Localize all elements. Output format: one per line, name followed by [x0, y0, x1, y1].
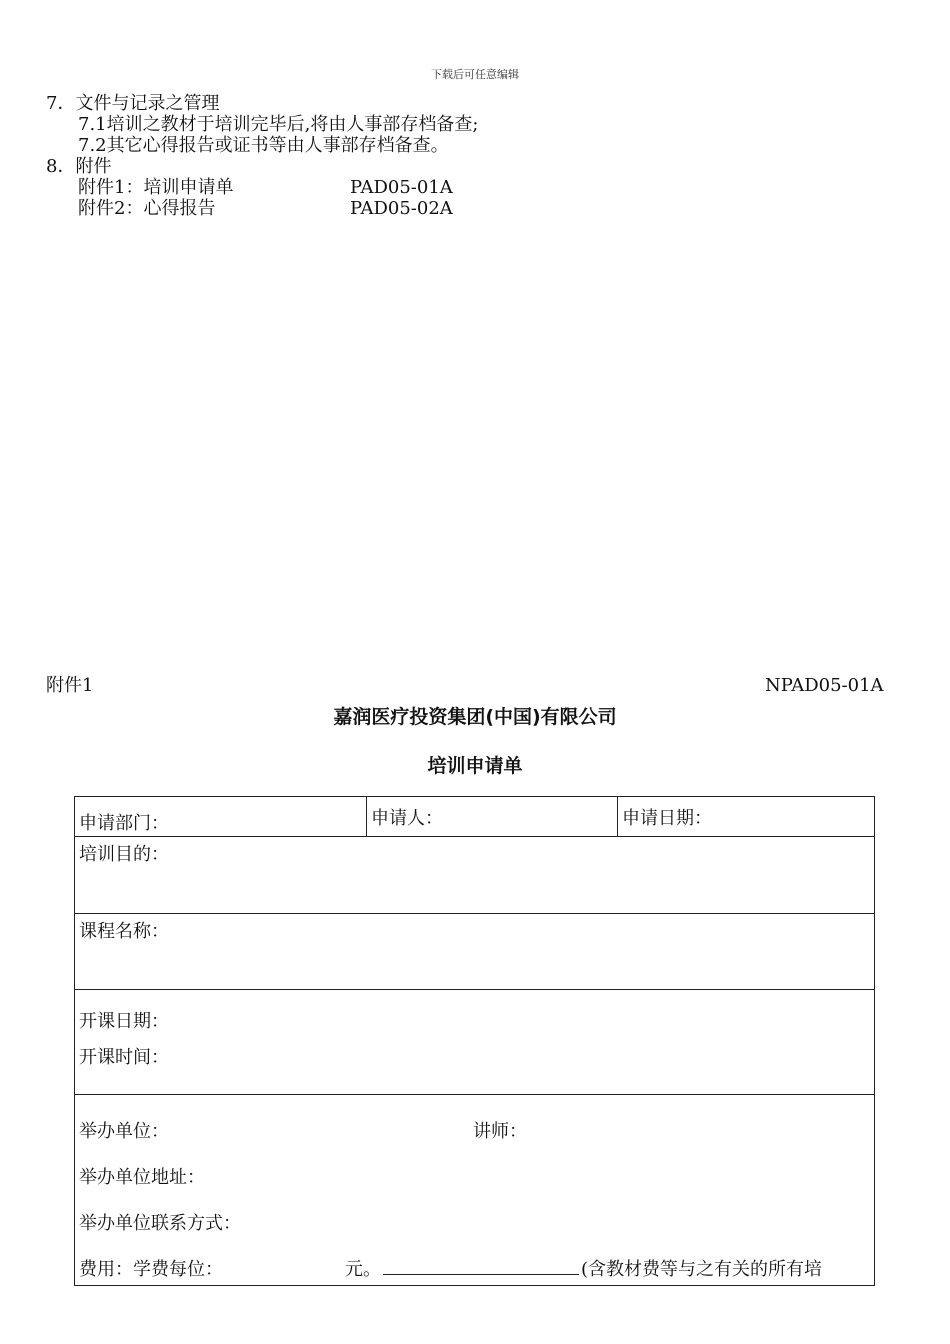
form-row-purpose [75, 836, 874, 914]
annex-label: 附件1 [46, 675, 94, 696]
section-7-title: 7．文件与记录之管理 [46, 93, 220, 114]
lecturer-field[interactable]: 讲师： [473, 1121, 527, 1142]
company-name: 嘉润医疗投资集团(中国)有限公司 [333, 706, 617, 728]
fee-label: 费用：学费每位： [79, 1259, 223, 1280]
form-row-header [75, 797, 874, 837]
attachment-2-label: 附件2：心得报告 [78, 198, 216, 219]
fee-blank[interactable] [383, 1258, 579, 1275]
organizer-contact-field[interactable]: 举办单位联系方式： [79, 1213, 241, 1234]
purpose-field[interactable]: 培训目的： [79, 844, 169, 865]
form-row-organizer [75, 1094, 874, 1287]
course-field[interactable]: 课程名称： [79, 921, 169, 942]
dept-field[interactable]: 申请部门： [79, 813, 169, 834]
attachment-1-label: 附件1：培训申请单 [78, 177, 234, 198]
annex-code: NPAD05-01A [765, 675, 884, 696]
form-title: 培训申请单 [427, 755, 523, 777]
organizer-field[interactable]: 举办单位： [79, 1121, 169, 1142]
form-row-course [75, 913, 874, 990]
training-application-form [74, 796, 875, 1286]
section-7-1: 7.1培训之教材于培训完毕后,将由人事部存档备查; [78, 114, 479, 135]
start-time-field[interactable]: 开课时间： [79, 1047, 169, 1068]
header-note: 下载后可任意编辑 [431, 68, 519, 81]
section-7-2: 7.2其它心得报告或证书等由人事部存档备查。 [78, 135, 449, 156]
attachment-2-code: PAD05-02A [350, 198, 453, 219]
organizer-address-field[interactable]: 举办单位地址： [79, 1167, 205, 1188]
fee-note: (含教材费等与之有关的所有培 [581, 1259, 823, 1280]
applicant-field[interactable]: 申请人： [371, 808, 443, 829]
start-date-field[interactable]: 开课日期： [79, 1011, 169, 1032]
section-8-title: 8．附件 [46, 156, 112, 177]
fee-unit [345, 1255, 822, 1281]
apply-date-field[interactable]: 申请日期： [622, 808, 712, 829]
form-row-schedule [75, 989, 874, 1095]
attachment-1-code: PAD05-01A [350, 177, 453, 198]
fee-unit-text: 元。 [345, 1259, 381, 1280]
